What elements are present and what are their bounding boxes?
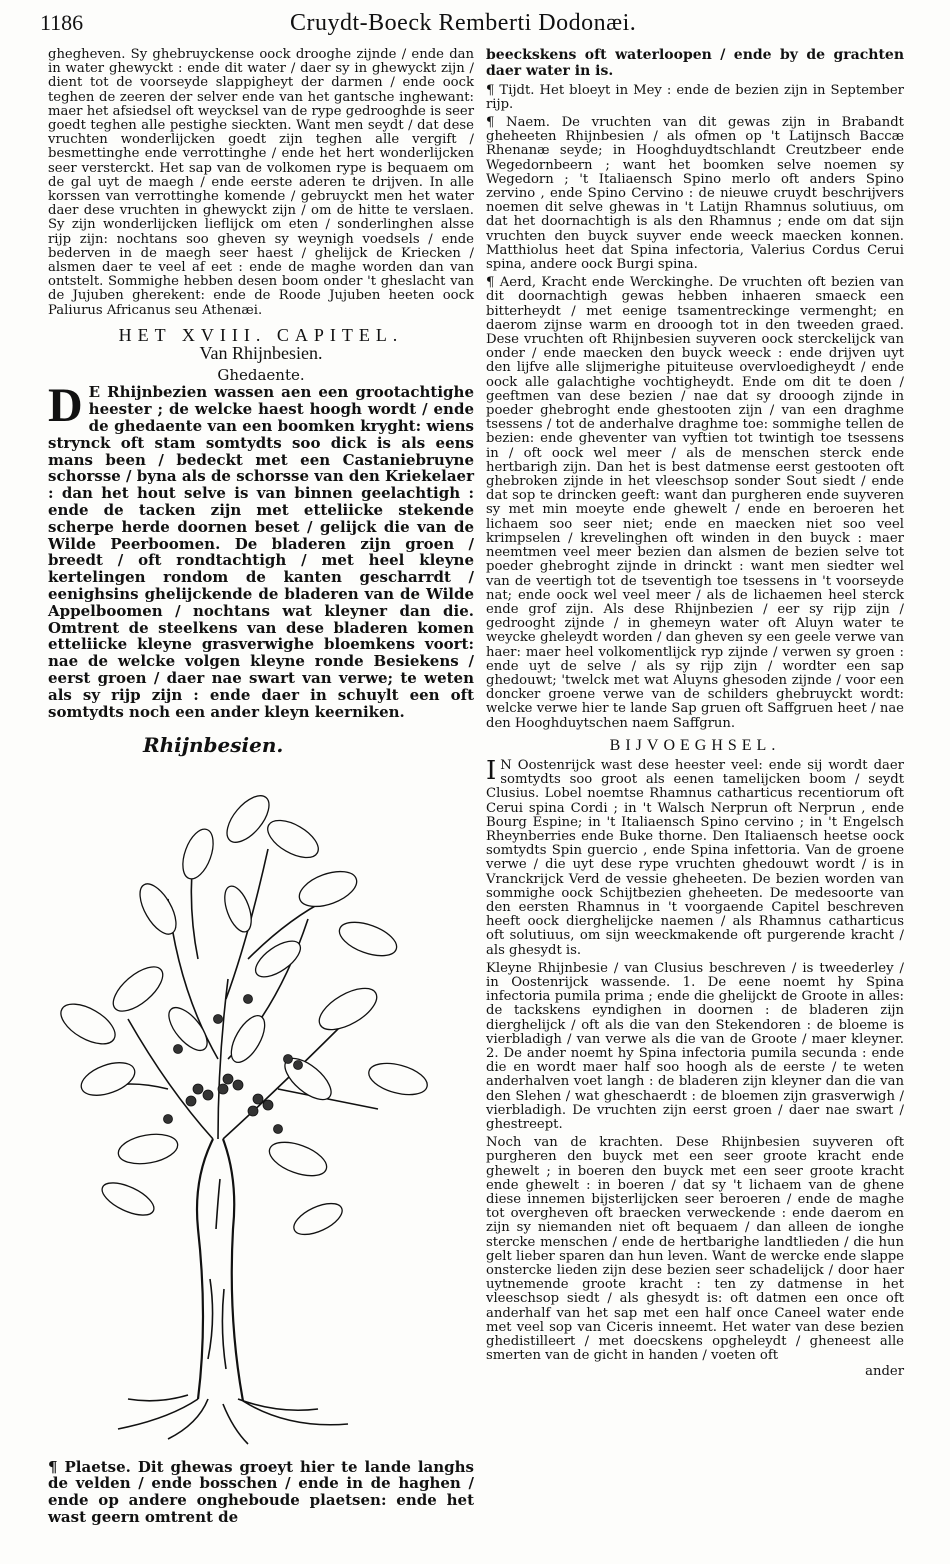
section-heading-ghedaente: Ghedaente. — [217, 366, 305, 385]
dropcap-letter: D — [48, 379, 83, 433]
plaetse-label: ¶ Plaetse. — [48, 1457, 131, 1476]
buckthorn-woodcut-image — [48, 759, 474, 1459]
left-column — [48, 48, 474, 1530]
ghedaente-text: E Rhijnbezien wassen aen een grootachtighe heester ; de welcke haest hoogh wordt / ende de ghedaente van een boomken kryght: wiens strynck oft stam somtydts soo dick is als eens mans been / bedeckt met een Castaniebruyne schorsse / byna als de schorsse van den Kriekelaer : dan het hout selve is van binnen geelachtigh : ende de tacken zijn met etteliicke stekende scherpe herde doornen beset / gelijck die van de Wilde Peerboomen. De bladeren zijn groen / breedt / oft rondtachtigh / met heel kleyne kertelingen rondom de kanten gescharrdt / eenighsins ghelijckende de bladeren van de Wilde Appelboomen / nochtans wat kleyner dan die. Omtrent de steelkens van dese bladeren komen etteliicke kleyne grasverwighe bloemkens voort: nae de welcke volgen kleyne ronde Besiekens / eerst groen / daer nae swart van verwe; te weten als sy rijp zijn : ende daer in schuylt een oft somtydts noch een ander kleyn keerniken. — [48, 383, 474, 721]
aerd-paragraph — [486, 276, 904, 731]
chapter-subtitle: Van Rhijnbesien. — [199, 343, 323, 364]
plaetse-text: Dit ghewas groeyt hier te lande langhs de velden / ende bosschen / ende in de haghen / ende op andere ongheboude plaetsen: ende het wast geern omtrent de — [48, 1457, 474, 1526]
krachten-paragraph: Noch van de krachten. Dese Rhijnbesien suyveren oft purgheren den buyck met een seer groote kracht ende ghewelt ; in boeren den buyck met een seer groote kracht ende ghewelt : in boeren / dat sy 't lichaem van de ghene diese innemen bijsterlijcken seer beroeren / ende de maghe tot overgheven oft braecken verweckende : ende daerom en zijn sy niemanden niet oft bequaem / dan alleen de ionghe stercke menschen / ende de hertbarighe landtlieden / die hun gelt lieber sparen dan hun leven. Want de wercke ende slappe onstercke lieden zijn dese bezien seer schadelijck / door haer uytnemende groote kracht : ten zy datmense in het vleeschsop siedt / als ghesydt is: oft datmen een once oft anderhalf van het sap met een half once Caneel water ende met veel sop van Ciceris inneemt. Het water van dese bezien ghedistilleert / met doecskens opgheleydt / gheneest alle smerten van de gicht in handen / voeten oft — [486, 1135, 904, 1364]
running-title: Cruydt-Boeck Remberti Dodonæi. — [290, 10, 637, 36]
page-number: 1186 — [40, 10, 84, 35]
naem-label: ¶ Naem. — [486, 115, 550, 130]
naem-paragraph — [486, 116, 904, 272]
kleyne-paragraph: Kleyne Rhijnbesie / van Clusius beschreven / is tweederley / in Oostenrijck wassende. 1. De eene noemt hy Spina infectoria pumila prima ; ende die ghelijckt de Groote in alles: de tackskens eyndighen in doornen : de bladeren zijn dierghelijck / oft als die van den Stekendoren : de bloeme is vierbladigh / van verwe als die van de Groote / maer kleyner. 2. De ander noemt hy Spina infectoria pumila secunda : ende die en wordt maer half soo hoogh als de eerste / te weten anderhalven voet langh : de bladeren zijn kleyner dan die van den Slehen / wat gheschaerdt : de bloemen zijn grasverwigh / vierbladigh. De vruchten zijn eerst groen / daer nae swart / ghestreept. — [486, 960, 904, 1133]
bijvoeghsel-dropcap: I — [486, 755, 497, 786]
catchword: ander — [865, 1364, 904, 1380]
plant-illustration — [48, 759, 474, 1459]
intro-paragraph: ghegheven. Sy ghebruyckense oock drooghe zijnde / ende dan in water ghewyckt : ende dit water / daer sy in ghewyckt zijn / dient tot de voorseyde slappigheyt der darmen / ende oock teghen de zeeren der selver ende van het gantsche inghewant: maer het afsiedsel oft weycksel van de rype gedrooghde is seer goedt teghen alle pestighe sieckten. Want men seydt / dat dese vruchten wonderlijcken goedt zijn teghen alle vergift / besmettinghe ende verrottinghe / ende het hert wonderlijcken seer versterckt. Het sap van de volkomen rype is bequaem om de gal uyt de maegh / ende eerste aderen te drijven. In alle korssen van verrottinghe komende / gebruyckt men het water daer dese vruchten in ghewyckt zijn / om de hitte te verslaen. Sy zijn wonderlijcken lieflijck om eten / sonderlinghen alsse rijp zijn: nochtans soo gheven sy weynigh voedsels / ende bederven in de maegh seer haest / ghelijck de Kriecken / alsmen daer te veel af eet : ende de maghe worden dan van ontstelt. Sommighe hebben desen boom onder 't gheslacht van de Jujuben gherekent: ende de Roode Jujuben heeten oock Paliurus Africanus seu Athenæi. — [48, 47, 474, 318]
right-column — [486, 48, 904, 1380]
bijvoeghsel-paragraph — [486, 755, 904, 958]
tijdt-paragraph — [486, 84, 904, 112]
page-header — [40, 10, 910, 50]
aerd-label: ¶ Aerd, Kracht ende Werckinghe. — [486, 275, 714, 291]
figure-caption: Rhijnbesien. — [143, 733, 284, 758]
naem-text: De vruchten van dit gewas zijn in Brabandt gheheeten Rhijnbesien / als ofmen op 't Latijnsch Baccæ Rhenanæ seyde; in Hooghduydtschlandt Creutzbeer ende Wegedornbeern ; want het boomken selve noemen sy Wegedorn ; 't Italiaensch Spino merlo oft anders Spino zervino , ende Spino Cervino : de nieuwe cruydt beschrijvers noemen dit selve ghewas in 't Latijn Rhamnus solutiuus, om dat het doornachtigh is als den Rhamnus ; ende om dat sijn vruchten den buyck suyver ende weeck maecken konnen. Matthiolus heet dat Spina infectoria, Valerius Cordus Cerui spina, andere oock Burgi spina. — [486, 115, 904, 273]
aerd-text: De vruchten oft bezien van dit doornachtigh gewas hebben inhaeren smaeck een bitterheydt / met eenige tsamentreckinge vermenght; en daerom zijnse warm en drooogh tot in den tweeden graed. Dese vruchten oft Rhijnbesien suyveren oock sterckelijck van onder / ende maecken den buyck weeck : ende drijven uyt den lijfve alle slijmerighe pituiteuse overvloedigheydt / ende oock alle galachtighe vochtigheydt. Ende om dit te doen / geeftmen van dese bezien / nae dat sy drooogh zijnde in poeder ghebroght ende ghestooten zijn / van een draghme tsessens / tot de anderhalve draghme toe: sommighe tellen de bezien: ende gheventer van vyftien tot twintigh toe tsessens in / oft oock wel meer / als de menschen sterck ende hertbarigh zijn. Dan het is best datmense eerst gestooten oft ghebroken zijnde in het vleeschsop sonder Sout siedt / ende dat sop te drincken geeft: want dan purgheren ende suyveren sy met min moeyte ende ghewelt / ende en beroeren het lichaem soo seer niet; ende en maecken niet soo veel krimpselen / krevelinghen oft winden in den buyck : maer neemtmen veel meer bezien dan alsmen de bezien selve tot poeder ghebroght zijnde in drinckt : want men siedter wel van de veertigh tot de tseventigh toe tsessens in 't voorseyde nat; ende oock wel veel meer / als de lichaemen heel sterck ende grof zijn. Als dese Rhijnbezien / eer sy rijp zijn / gedrooght zijnde / in ghemeyn water oft Aluyn water te weycke gheleydt worden / dan gheven sy een geele verwe van haer: maer heel volkomentlijck ryp zijnde / verwen sy groen : ende uyt de selve / als sy rijp zijn / wordter een sap ghedouwt; 'twelck met wat Aluyns ghesoden zijnde / voor een doncker groene verwe van de schilders ghebruyckt wordt: welcke verwe hier te lande Sap gruen oft Saffgruen heet / nae den Hooghduytschen naem Saffgrun. — [486, 275, 904, 731]
continuation-paragraph: beeckskens oft waterloopen / ende by de grachten daer water in is. — [486, 47, 904, 79]
bijvoeghsel-title: BIJVOEGHSEL. — [609, 736, 781, 754]
chapter-title: HET XVIII. CAPITEL. — [118, 324, 404, 345]
bijvoeghsel-text: N Oostenrijck wast dese heester veel: ende sij wordt daer somtydts soo groot als eenen tamelijcken boom / seydt Clusius. Lobel noemtse Rhamnus catharticus recentiorum oft Cerui spina Cordi ; in 't Walsch Nerprun oft Nerprun , ende Bourg Espine; in 't Italiaensch Spino cervino ; in 't Engelsch Rheynberries ende Buke thorne. Den Italiaensch heetse oock somtydts Spin guercio , ende Spina infettoria. Van de groene verwe / die uyt dese rype vruchten ghedouwt wordt / is in Vranckrijck Verd de vessie gheheeten. De bezien worden van sommighe oock Schijtbezien gheheeten. De medesoorte van den eersten Rhamnus in 't voorgaende Capitel beschreven heeft oock dierghelijcke naemen / als Rhamnus catharticus oft solutiuus, om sijn weeckmakende oft purgerende kracht / als ghesydt is. — [486, 757, 904, 958]
ghedaente-paragraph — [48, 379, 474, 721]
tijdt-label: ¶ Tijdt. — [486, 82, 535, 98]
tijdt-text: Het bloeyt in Mey : ende de bezien zijn in September rijp. — [486, 82, 904, 112]
plaetse-paragraph — [48, 1459, 474, 1526]
